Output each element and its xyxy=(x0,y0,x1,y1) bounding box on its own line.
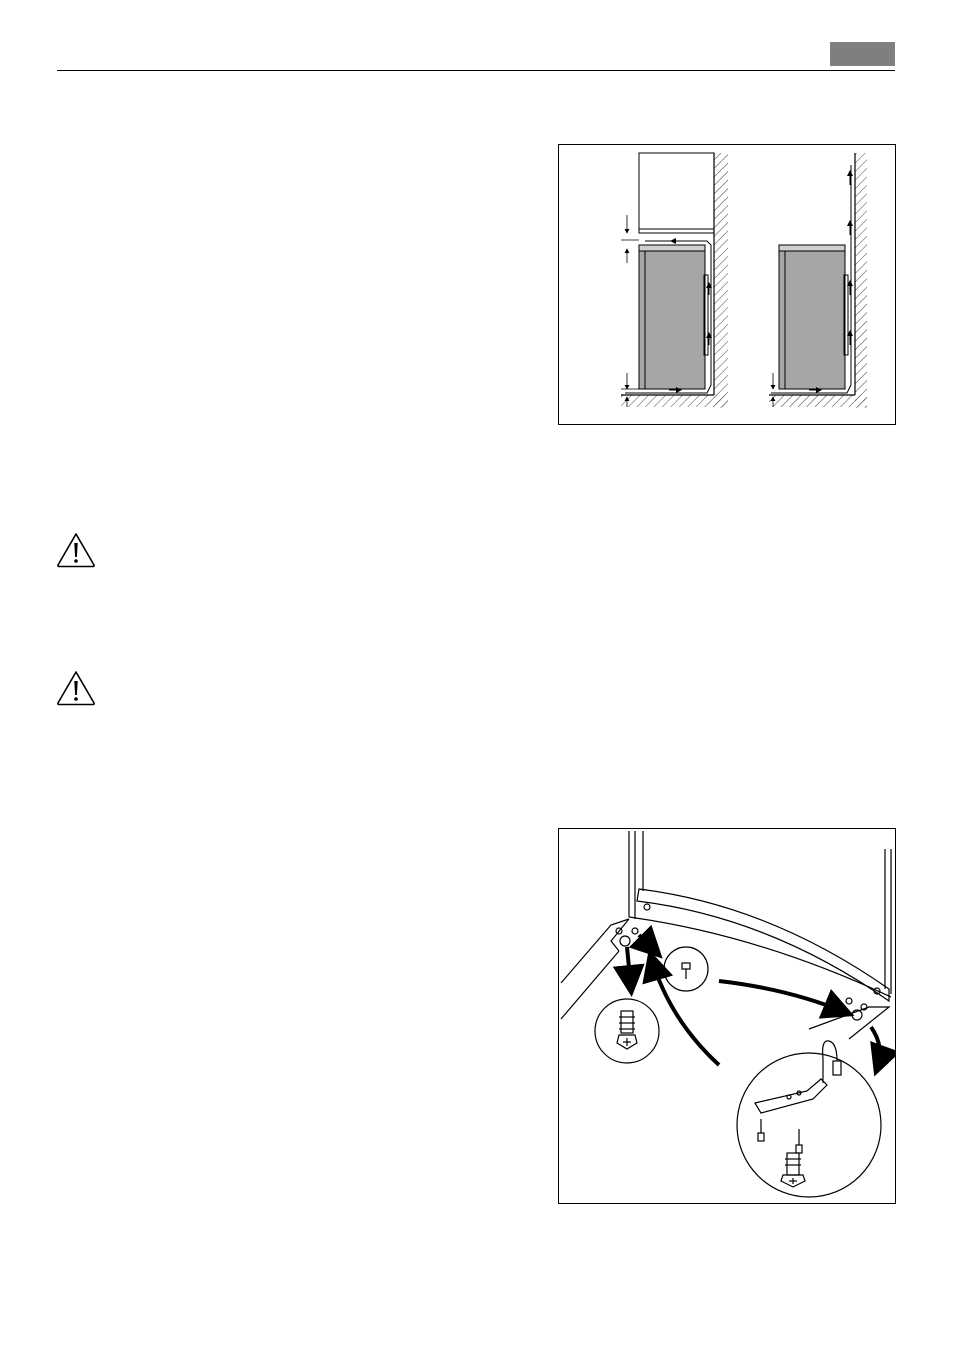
warning-triangle-icon xyxy=(56,532,96,568)
ventilation-figure xyxy=(558,144,896,425)
right-installation xyxy=(769,153,867,408)
header-rule xyxy=(57,70,895,71)
door-reversal-figure xyxy=(558,828,896,1204)
section-tab xyxy=(830,42,895,66)
ventilation-diagram xyxy=(559,145,895,424)
warning-triangle-icon xyxy=(56,670,96,706)
left-installation xyxy=(621,153,728,408)
door-reversal-illustration xyxy=(559,829,895,1203)
